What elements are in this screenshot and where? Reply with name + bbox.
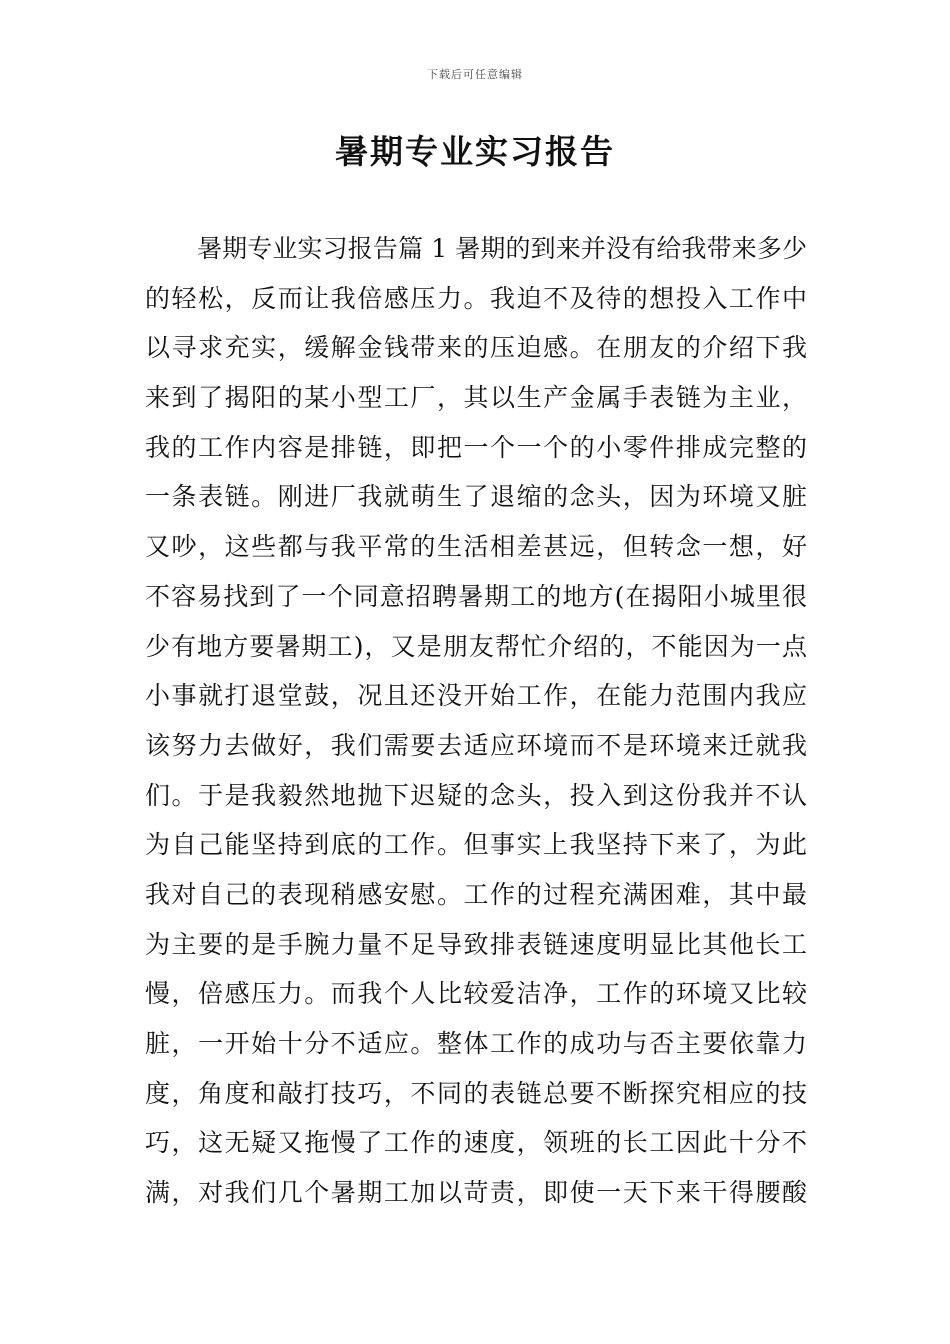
body-line: 我对自己的表现稍感安慰。工作的过程充满困难，其中最 <box>145 879 807 909</box>
body-line: 一条表链。刚进厂我就萌生了退缩的念头，因为环境又脏 <box>145 482 807 512</box>
body-line: 度，角度和敲打技巧，不同的表链总要不断探究相应的技 <box>145 1078 807 1108</box>
body-line: 暑期专业实习报告篇 1 暑期的到来并没有给我带来多少 <box>197 234 807 263</box>
body-line: 少有地方要暑期工)，又是朋友帮忙介绍的，不能因为一点 <box>145 631 807 661</box>
body-line: 们。于是我毅然地抛下迟疑的念头，投入到这份我并不认 <box>145 780 807 810</box>
document-body <box>145 224 807 1218</box>
body-line: 来到了揭阳的某小型工厂，其以生产金属手表链为主业， <box>145 383 807 413</box>
body-line: 又吵，这些都与我平常的生活相差甚远，但转念一想，好 <box>145 532 807 562</box>
body-line: 小事就打退堂鼓，况且还没开始工作，在能力范围内我应 <box>145 681 807 711</box>
body-line: 慢，倍感压力。而我个人比较爱洁净，工作的环境又比较 <box>145 979 807 1009</box>
body-line: 的轻松，反而让我倍感压力。我迫不及待的想投入工作中 <box>145 283 807 313</box>
body-line: 脏，一开始十分不适应。整体工作的成功与否主要依靠力 <box>145 1029 807 1058</box>
body-line: 巧，这无疑又拖慢了工作的速度，领班的长工因此十分不 <box>145 1128 807 1158</box>
body-line: 该努力去做好，我们需要去适应环境而不是环境来迁就我 <box>145 730 807 760</box>
body-line: 我的工作内容是排链，即把一个一个的小零件排成完整的 <box>145 432 807 462</box>
body-line: 满，对我们几个暑期工加以苛责，即使一天下来干得腰酸 <box>145 1178 807 1208</box>
body-line: 为主要的是手腕力量不足导致排表链速度明显比其他长工 <box>145 929 807 959</box>
body-line: 为自己能坚持到底的工作。但事实上我坚持下来了，为此 <box>145 830 807 860</box>
body-line: 以寻求充实，缓解金钱带来的压迫感。在朋友的介绍下我 <box>145 333 807 363</box>
document-title: 暑期专业实习报告 <box>335 132 615 171</box>
body-line: 不容易找到了一个同意招聘暑期工的地方(在揭阳小城里很 <box>145 581 807 611</box>
header-note: 下载后可任意编辑 <box>427 68 523 81</box>
